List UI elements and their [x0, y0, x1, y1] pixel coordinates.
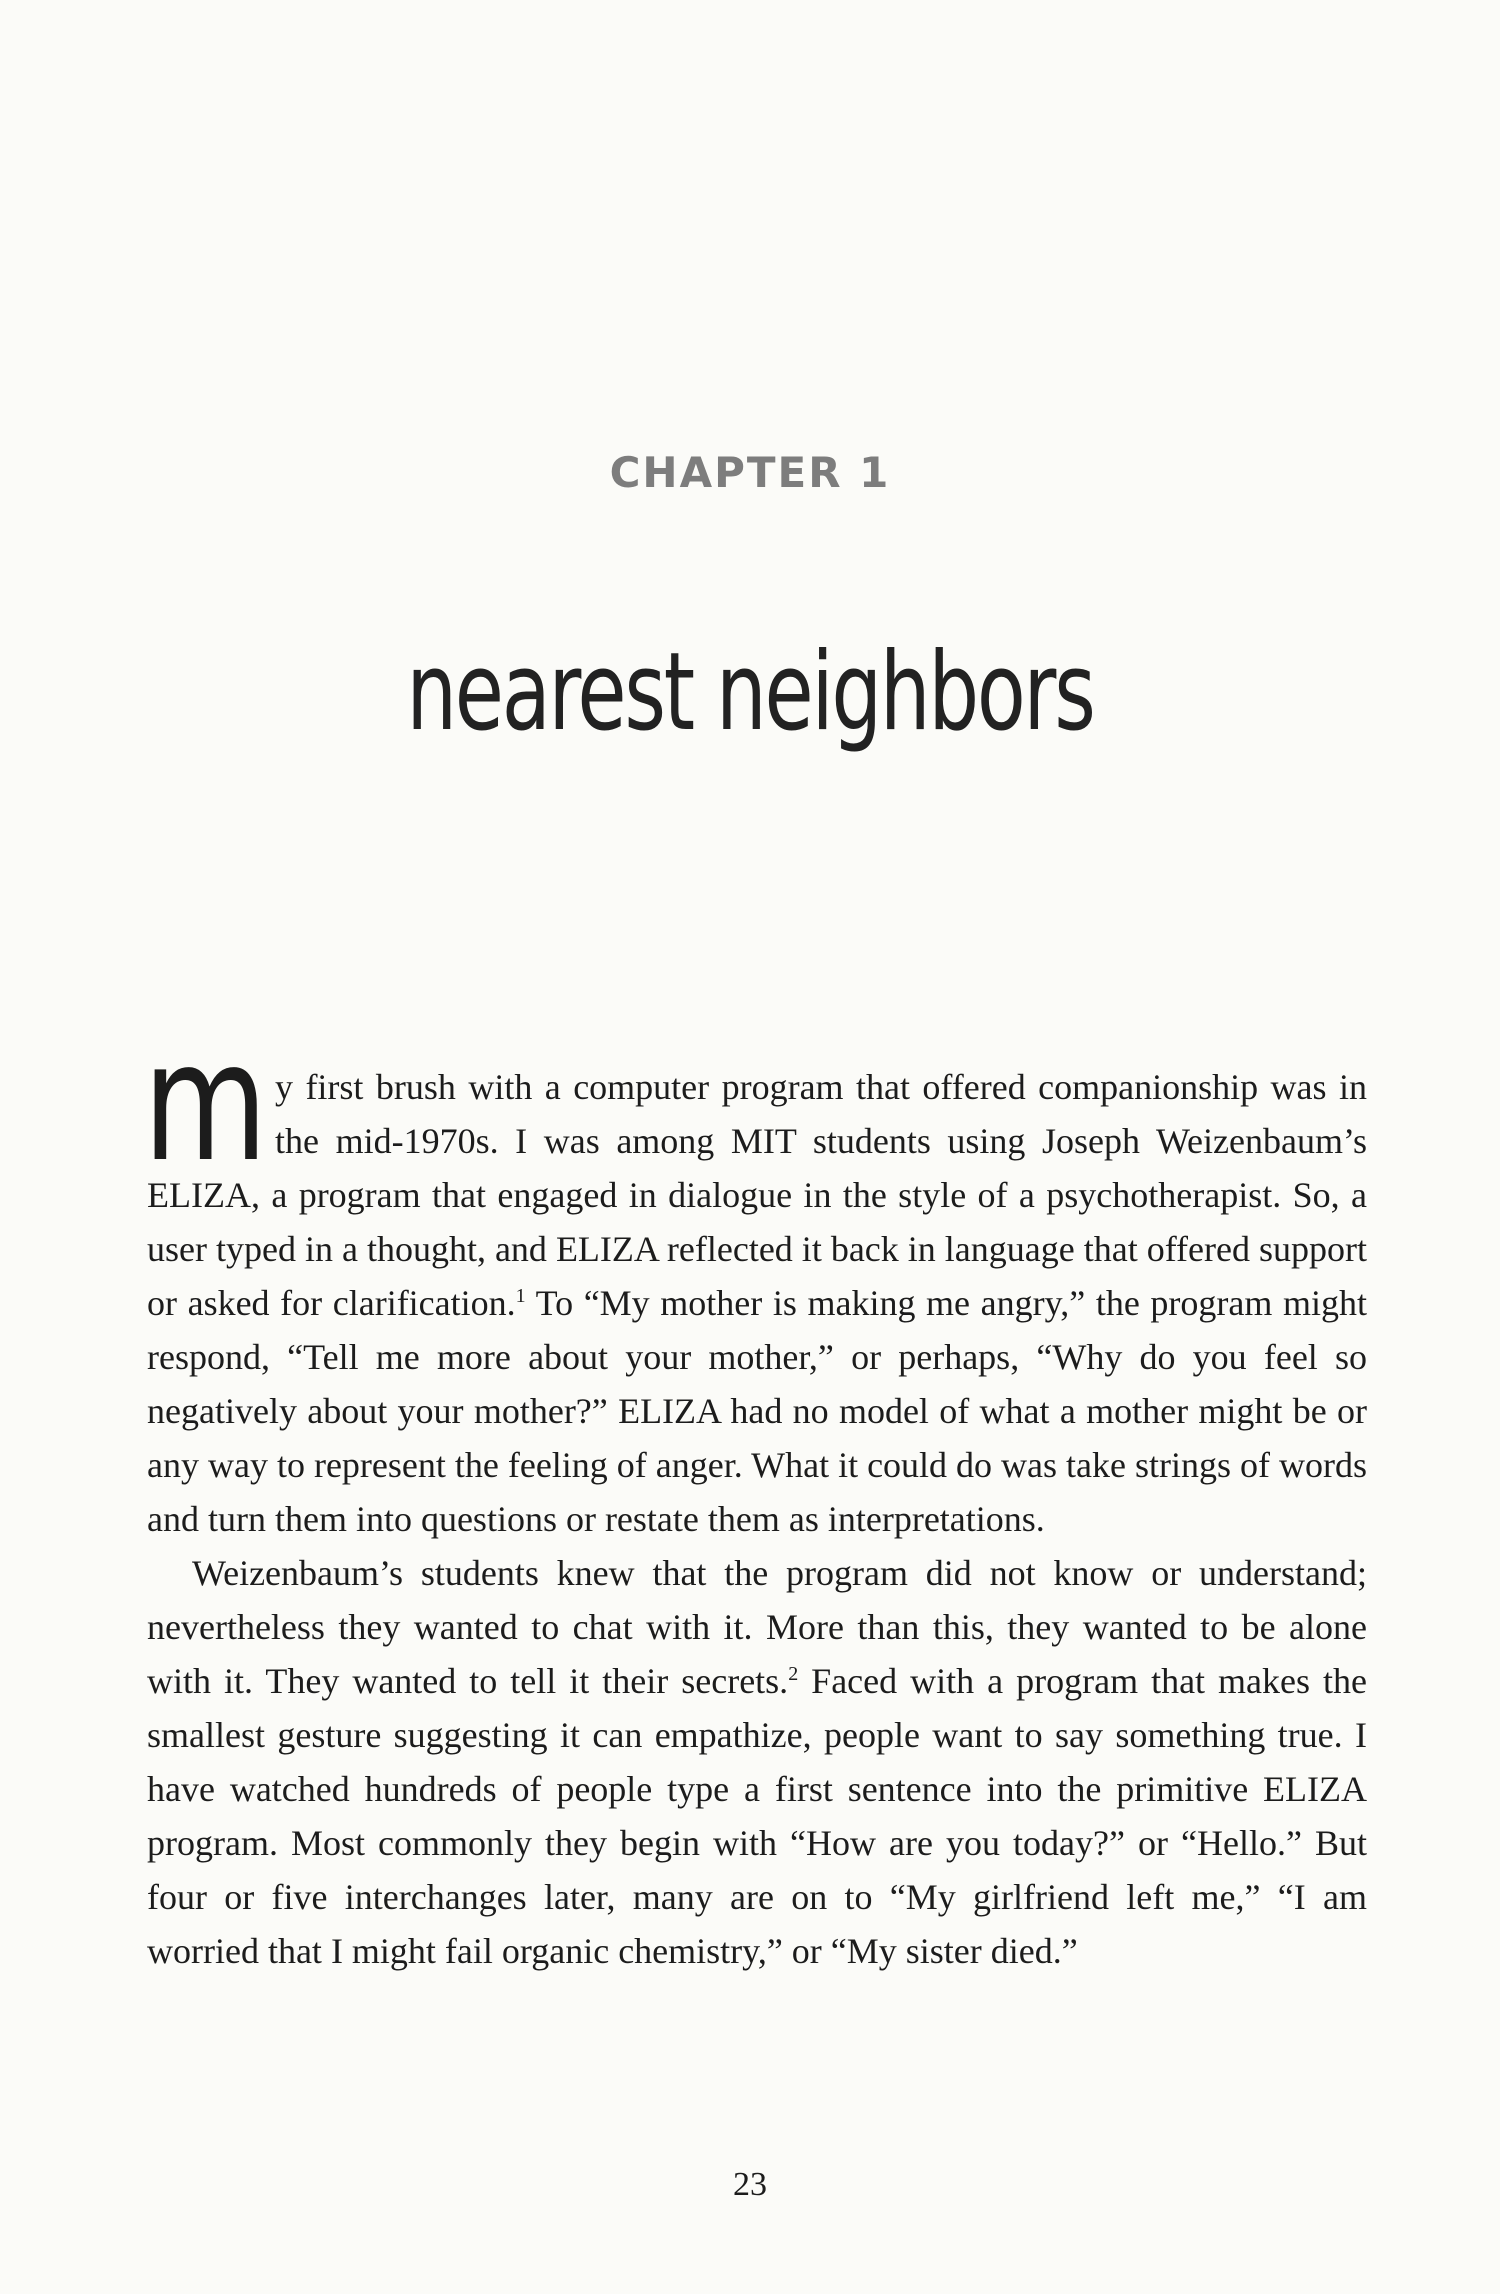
paragraph-2 [147, 1546, 1367, 1978]
page-number: 23 [733, 2166, 767, 2203]
paragraph-1-text-b: To “My mother is making me angry,” the program might respond, “Tell me more about your mother,” or perhaps, “Why do you feel so negatively about your mother?” ELIZA had no model of what a mother might be or any way to represent the feeling of anger. What it could do was take strings of words and turn them into questions or restate them as interpretations. [147, 1283, 1368, 1539]
paragraph-2-text-a: Weizenbaum’s students knew that the program did not know or understand; nevertheless they wanted to chat with it. More than this, they wanted to be alone with it. They wanted to tell it their secrets. [147, 1553, 1367, 1701]
paragraph-1-text-a: y first brush with a computer program that offered companionship was in the mid-1970s. I was among MIT students using Joseph Weizenbaum’s ELIZA, a program that engaged in dialogue in the style of a psychotherapist. So, a user typed in a thought, and ELIZA reflected it back in language that offered support or asked for clarification. [147, 1067, 1367, 1323]
paragraph-1 [143, 1007, 1368, 1546]
footnote-ref-1: 1 [515, 1285, 526, 1307]
footnote-ref-2: 2 [788, 1663, 799, 1685]
chapter-label: CHAPTER 1 [609, 448, 891, 497]
body-text [143, 1007, 1368, 1978]
drop-cap: m [143, 1007, 268, 1198]
paragraph-2-text-b: Faced with a program that makes the smallest gesture suggesting it can empathize, people want to say something true. I have watched hundreds of people type a first sentence into the primitive ELIZA program. Most commonly they begin with “How are you today?” or “Hello.” But four or five interchanges later, many are on to “My girlfriend left me,” “I am worried that I might fail organic chemistry,” or “My sister died.” [147, 1661, 1368, 1971]
chapter-title: nearest neighbors [406, 630, 1094, 755]
